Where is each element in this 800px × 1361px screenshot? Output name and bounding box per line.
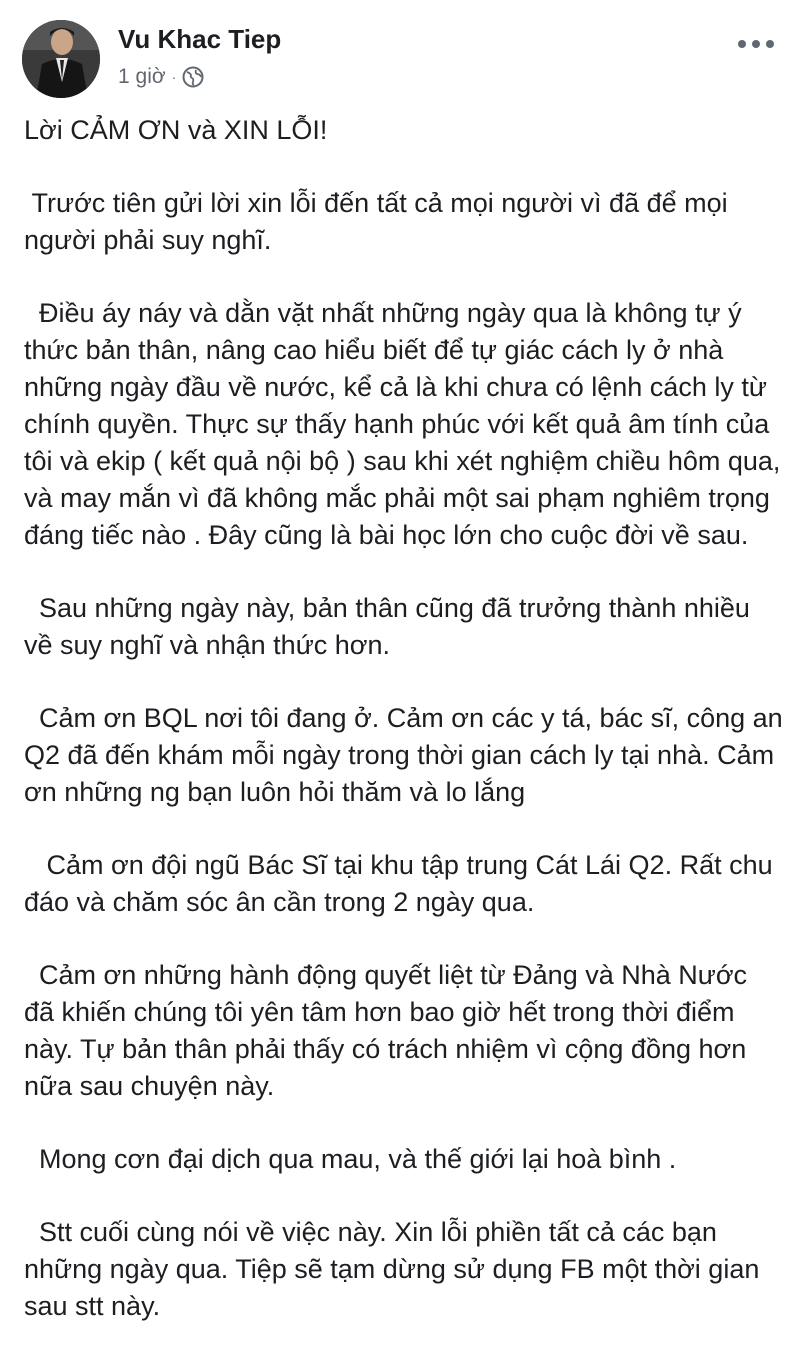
meta-separator: · (171, 69, 177, 85)
post-paragraph: Điều áy náy và dằn vặt nhất những ngày qua là không tự ý thức bản thân, nâng cao hiểu biết để tự giác cách ly ở nhà những ngày đầu về nước, kể cả là khi chưa có lệnh cách ly từ chính quyền. Thực sự thấy hạnh phúc với kết quả âm tính của tôi và ekip ( kết quả nội bộ ) sau khi xét nghiệm chiều hôm qua, và may mắn vì đã không mắc phải một sai phạm nghiêm trọng đáng tiếc nào . Đây cũng là bài học lớn cho cuộc đời về sau. (24, 298, 788, 550)
post-paragraph: Mong cơn đại dịch qua mau, và thế giới lại hoà bình . (24, 1144, 677, 1174)
post-meta (118, 62, 204, 92)
globe-icon[interactable] (182, 66, 204, 88)
post-paragraph: Lời CẢM ƠN và XIN LỖI! (24, 115, 328, 145)
author-name[interactable]: Vu Khac Tiep (118, 24, 282, 54)
post-paragraph: Sau những ngày này, bản thân cũng đã trưởng thành nhiều về suy nghĩ và nhận thức hơn. (24, 593, 758, 660)
post-paragraph: Trước tiên gửi lời xin lỗi đến tất cả mọi người vì đã để mọi người phải suy nghĩ. (24, 188, 736, 255)
post-paragraph: Cảm ơn BQL nơi tôi đang ở. Cảm ơn các y tá, bác sĩ, công an Q2 đã đến khám mỗi ngày trong thời gian cách ly tại nhà. Cảm ơn những ng bạn luôn hỏi thăm và lo lắng (24, 703, 791, 807)
post-header (22, 20, 782, 100)
profile-photo-icon (22, 20, 100, 98)
author-avatar[interactable] (22, 20, 100, 98)
post-paragraph: Cảm ơn đội ngũ Bác Sĩ tại khu tập trung Cát Lái Q2. Rất chu đáo và chăm sóc ân cần trong 2 ngày qua. (24, 850, 781, 917)
post-content (24, 112, 791, 1361)
more-options-icon[interactable] (736, 34, 776, 54)
post-paragraph: Stt cuối cùng nói về việc này. Xin lỗi phiền tất cả các bạn những ngày qua. Tiệp sẽ tạm dừng sử dụng FB một thời gian sau stt này. (24, 1217, 767, 1321)
post-time[interactable]: 1 giờ (118, 65, 166, 88)
post-paragraph: Cảm ơn những hành động quyết liệt từ Đảng và Nhà Nước đã khiến chúng tôi yên tâm hơn bao giờ hết trong thời điểm này. Tự bản thân phải thấy có trách nhiệm vì cộng đồng hơn nữa sau chuyện này. (24, 960, 755, 1101)
